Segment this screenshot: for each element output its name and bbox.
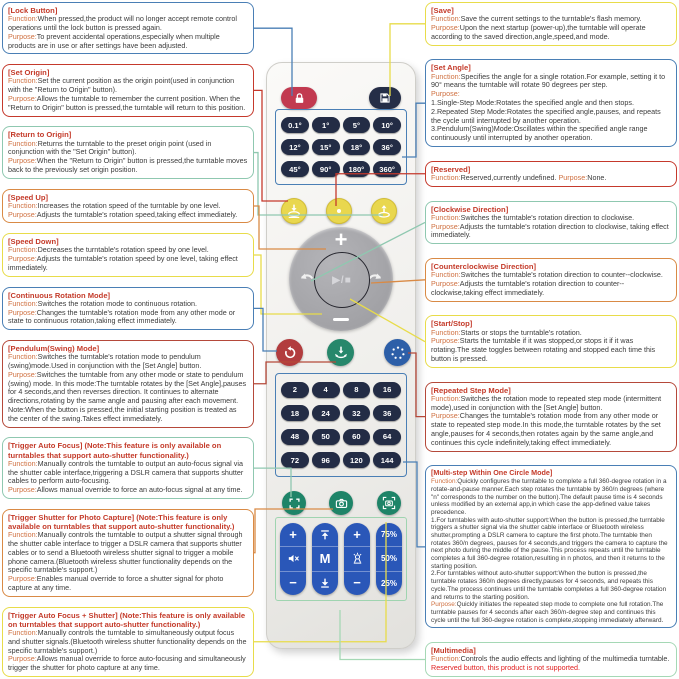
callout-title: [Lock Button] bbox=[8, 6, 58, 15]
set-origin-button[interactable] bbox=[281, 198, 307, 224]
angle-key-45deg[interactable]: 45° bbox=[281, 161, 309, 177]
callout-speed-down bbox=[2, 233, 254, 277]
key-row bbox=[279, 405, 403, 421]
origin-up-icon bbox=[375, 202, 393, 220]
callout-pendulum-swing-mode bbox=[2, 340, 254, 428]
multimedia-section bbox=[275, 517, 407, 601]
trigger-focus-shutter-button[interactable] bbox=[377, 491, 401, 515]
callout-trigger-shutter bbox=[2, 509, 254, 597]
right-callout-column bbox=[425, 2, 677, 677]
key-row bbox=[279, 452, 403, 468]
callout-text: Purpose:Quickly initiates the repeated step mode to complete one full rotation.The turntable pauses for 4 seconds after each 360/n-degree step and continues this cycle until the full 360-degree rotation is complete,stopping immediately afterward. bbox=[431, 601, 664, 624]
remote-control bbox=[266, 62, 416, 649]
lock-button[interactable] bbox=[281, 87, 317, 109]
callout-text: Reserved button, this product is not supported. bbox=[431, 663, 581, 673]
speed-down-button[interactable] bbox=[333, 318, 349, 322]
percent-control[interactable] bbox=[376, 523, 402, 595]
callout-text: Purpose:Adjusts the turntable's rotation direction to counter--clockwise,taking effect immediately. bbox=[431, 279, 625, 297]
callout-title: [Set Origin] bbox=[8, 68, 50, 78]
direction-pad bbox=[289, 227, 393, 331]
lamp-icon[interactable] bbox=[344, 546, 370, 570]
angle-key-1deg[interactable]: 1° bbox=[312, 117, 340, 133]
callout-text: Function:Specifies the angle for a single rotation.For example, setting it to 90° means the turntable will rotate 90 degrees per step. bbox=[431, 71, 666, 90]
callout-start-stop bbox=[425, 315, 677, 367]
callout-title: [Trigger Auto Focus] (Note:This feature is only available on turntables that support auto-shutter functionality.) bbox=[8, 441, 222, 460]
reserved-button[interactable] bbox=[326, 198, 352, 224]
to-bottom-icon[interactable] bbox=[312, 571, 338, 595]
step-key-36[interactable]: 36 bbox=[373, 405, 401, 421]
callout-text: Function:Manually controls the turntable to output an auto-focus signal via the shutter cable interface,triggering a DSLR camera that supports shutter cables to perform auto-focusing. bbox=[8, 458, 244, 486]
clockwise-arrow-button[interactable] bbox=[296, 269, 316, 289]
angle-key-0.1deg[interactable]: 0.1° bbox=[281, 117, 309, 133]
angle-key-12deg[interactable]: 12° bbox=[281, 139, 309, 155]
callout-text: 2.For turntables without auto-shutter support:When the button is pressed,the turntable rotates 360/n degrees directly,pauses for 4 seconds, and repeats this cycle.The process continues until the turntable completes a full 360-degree rotation and returns to the starting position. bbox=[431, 570, 667, 601]
callout-return-to-origin bbox=[2, 126, 254, 178]
callout-text: Function:Switches the rotation mode to continuous rotation. bbox=[8, 298, 197, 308]
callout-text: Purpose:Changes the turntable's rotation mode from any other mode or state to repeated step mode.In this mode,the turntable rotates by the set angle,pauses for 4 seconds,then rotates again by the same angle,and continues this cycle indefinitely,taking effect immediately. bbox=[431, 411, 661, 447]
callout-title: [Speed Up] bbox=[8, 192, 49, 202]
focus-frame-icon bbox=[287, 496, 302, 511]
volume-control[interactable] bbox=[280, 523, 306, 595]
return-to-origin-button[interactable] bbox=[371, 198, 397, 224]
lock-icon bbox=[292, 91, 307, 106]
multi-step-grid bbox=[275, 373, 407, 477]
callout-lock-button bbox=[2, 2, 254, 54]
angle-key-360deg[interactable]: 360° bbox=[373, 161, 401, 177]
dot-icon bbox=[330, 202, 348, 220]
callout-text: Note:When the button is pressed,the initial starting position is treated as the center of the swing.Takes effect immediately. bbox=[8, 404, 237, 423]
callout-multimedia bbox=[425, 642, 677, 677]
step-key-8[interactable]: 8 bbox=[343, 382, 371, 398]
callout-text: 1.Single-Step Mode:Rotates the specified angle and then stops. bbox=[431, 98, 634, 108]
trigger-shutter-button[interactable] bbox=[329, 491, 353, 515]
step-key-16[interactable]: 16 bbox=[373, 382, 401, 398]
callout-title: [Save] bbox=[431, 6, 454, 15]
callout-text: Purpose:Switches the turntable from any other mode or state to pendulum (swing) mode. In this mode:The turntable rotates by the [Set Angle],pauses for 4 seconds,and then reverses direction. It continues to alternate directions,rotating by the same angle and pausing after each movement. bbox=[8, 369, 247, 406]
callout-title: [Clockwise Direction] bbox=[431, 204, 509, 214]
callout-text: Purpose:Adjusts the turntable's rotation speed by one level, taking effect immediately. bbox=[8, 254, 238, 272]
callout-text: Function:Set the current position as the origin point(used in conjunction with the "Return to Origin" button). bbox=[8, 76, 235, 95]
speaker-mute-icon[interactable] bbox=[280, 546, 306, 570]
callout-text: Function:Quickly configures the turntable to complete a full 360-degree rotation in a rotate-and-pause manner.Each step rotates the turntable by 360/n degrees (where "n" corresponds to the number on the button).The default pause time is 4 seconds unless modified by an external app,in which case the app-defined value takes precedence. bbox=[431, 478, 667, 516]
callout-text: Purpose:Allows the turntable to remember the current position. When the "Return to Origin" button is pressed,the turntable will return to this position. bbox=[8, 94, 246, 112]
callout-title: [Trigger Shutter for Photo Capture] (Note:This feature is only available on turntables that support auto-shutter functionality.) bbox=[8, 512, 235, 531]
callout-text: Function:Reserved,currently undefined. Purpose:None. bbox=[431, 173, 607, 182]
callout-text: Purpose:Allows manual override to force auto-focusing and simultaneously trigger the shutter for photo capture at any time. bbox=[8, 654, 246, 673]
callout-text: Purpose:Upon the next startup (power-up),the turntable will operate according to the saved direction,angle,speed,and mode. bbox=[431, 23, 646, 41]
callout-text: Purpose:Changes the turntable's rotation mode from any other mode or state to continuous rotation,taking effect immediately. bbox=[8, 307, 236, 326]
callout-text: Purpose:When the "Return to Origin" button is pressed,the turntable moves back to the previously set origin position. bbox=[8, 156, 248, 174]
callout-title: [Pendulum(Swing) Mode] bbox=[8, 344, 100, 353]
callout-repeated-step-mode bbox=[425, 382, 677, 452]
light-control-label[interactable]: + bbox=[353, 526, 361, 542]
angle-key-90deg[interactable]: 90° bbox=[312, 161, 340, 177]
callout-text: Function:Increases the rotation speed of the turntable by one level. bbox=[8, 200, 221, 210]
callout-text: 1.For turntables with auto-shutter support:When the button is pressed,the turntable triggers a shutter signal via the shutter cable interface or Bluetooth wireless shutter,prompting a DSLR camera to capture the first photo.The turntable then rotates 360/n degrees, pauses for 4 seconds,and triggers the camera to capture the next photo during the middle of the pause.This process repeats until the turntable completes a full 360-degree rotation,resulting in n photos, and then it returns to the starting position. bbox=[431, 516, 668, 570]
key-row bbox=[279, 139, 403, 155]
loop-icon bbox=[281, 344, 299, 362]
light-control[interactable] bbox=[344, 523, 370, 595]
callout-set-origin bbox=[2, 64, 254, 116]
step-key-24[interactable]: 24 bbox=[312, 405, 340, 421]
callout-text: Function:Controls the audio effects and lighting of the multimedia turntable. bbox=[431, 654, 670, 664]
callout-text: 2.Repeated Step Mode:Rotates the specified angle,pauses, and repeats the cycle until interrupted by another operation. bbox=[431, 106, 661, 125]
callout-multi-step-mode bbox=[425, 465, 677, 628]
angle-key-18deg[interactable]: 18° bbox=[343, 139, 371, 155]
callout-title: [Multi-step Within One Circle Mode] bbox=[431, 468, 553, 478]
angle-key-15deg[interactable]: 15° bbox=[312, 139, 340, 155]
callout-continuous-rotation-mode bbox=[2, 287, 254, 331]
repeated-step-button[interactable] bbox=[384, 339, 411, 366]
light-control-label[interactable]: − bbox=[344, 571, 370, 595]
save-icon bbox=[378, 91, 392, 105]
callout-title: [Start/Stop] bbox=[431, 319, 473, 329]
step-key-120[interactable]: 120 bbox=[343, 452, 371, 468]
step-key-144[interactable]: 144 bbox=[373, 452, 401, 468]
callout-text: Function:Manually controls the turntable to output a shutter signal through the shutter cable interface to trigger a DSLR camera that supports shutter cables or to send a Bluetooth wireless shutter signal to trigger a mobile phone camera.(Bluetooth wireless shutter functionality depends on the specific turntable's support.) bbox=[8, 530, 243, 575]
trigger-auto-focus-button[interactable] bbox=[282, 491, 306, 515]
callout-text: Function:Switches the rotation mode to repeated step mode (intermittent mode),used in conjunction with the [Set Angle] button. bbox=[431, 393, 662, 412]
volume-control-label[interactable]: − bbox=[280, 571, 306, 595]
left-callout-column bbox=[2, 2, 254, 677]
callout-text: Purpose: bbox=[431, 89, 460, 99]
callout-text: Purpose:Enables manual override to force a shutter signal for photo capture at any time. bbox=[8, 574, 224, 592]
key-row bbox=[279, 117, 403, 133]
callout-title: [Set Angle] bbox=[431, 63, 471, 73]
to-top-icon[interactable] bbox=[312, 523, 338, 546]
callout-text: Function:Save the current settings to the turntable's flash memory. bbox=[431, 14, 642, 24]
key-row bbox=[279, 382, 403, 398]
angle-key-180deg[interactable]: 180° bbox=[343, 161, 371, 177]
step-key-60[interactable]: 60 bbox=[343, 429, 371, 445]
percent-control-label[interactable]: 50% bbox=[376, 546, 402, 570]
key-row bbox=[279, 161, 403, 177]
angle-key-36deg[interactable]: 36° bbox=[373, 139, 401, 155]
callout-speed-up bbox=[2, 189, 254, 224]
continuous-rotation-button[interactable] bbox=[276, 339, 303, 366]
callout-text: Function:Manually controls the turntable to simultaneously output focus and shutter signals.(Bluetooth wireless shutter functionality depends on the specific turntable's support.) bbox=[8, 628, 247, 655]
speed-up-button[interactable]: + bbox=[334, 227, 348, 252]
callout-text: Purpose:Adjusts the turntable's rotation direction to clockwise, taking effect immediately. bbox=[431, 221, 669, 240]
callout-title: [Multimedia] bbox=[431, 646, 476, 656]
callout-title: [Trigger Auto Focus + Shutter] (Note:This feature is only available on turntables that support auto-shutter functionality.) bbox=[8, 610, 246, 629]
track-control[interactable] bbox=[312, 523, 338, 595]
start-stop-button[interactable]: ▶/■ bbox=[314, 252, 370, 308]
callout-set-angle bbox=[425, 59, 677, 147]
step-key-2[interactable]: 2 bbox=[281, 382, 309, 398]
callout-text: Purpose:Adjusts the turntable's rotation speed,taking effect immediately. bbox=[8, 209, 238, 219]
step-key-32[interactable]: 32 bbox=[343, 405, 371, 421]
callout-text: Function:Returns the turntable to the preset origin point (used in conjunction with the "Set Origin" button). bbox=[8, 138, 212, 157]
callout-text: 3.Pendulum(Swing)Mode:Oscillates within the specified angle range continuously until interrupted by another operation. bbox=[431, 124, 648, 143]
step-key-4[interactable]: 4 bbox=[312, 382, 340, 398]
step-key-96[interactable]: 96 bbox=[312, 452, 340, 468]
callout-text: Function:Decreases the turntable's rotation speed by one level. bbox=[8, 245, 209, 255]
step-key-50[interactable]: 50 bbox=[312, 429, 340, 445]
callout-text: Function:When pressed,the product will no longer accept remote control operations until the lock button is pressed again. bbox=[8, 14, 237, 33]
percent-control-label[interactable]: 75% bbox=[380, 530, 397, 540]
callout-clockwise-direction bbox=[425, 201, 677, 245]
step-key-64[interactable]: 64 bbox=[373, 429, 401, 445]
percent-control-label[interactable]: 25% bbox=[376, 571, 402, 595]
origin-down-icon bbox=[285, 202, 303, 220]
callout-trigger-auto-focus-shutter bbox=[2, 607, 254, 677]
callout-title: [Continuous Rotation Mode] bbox=[8, 290, 111, 300]
callout-trigger-auto-focus bbox=[2, 437, 254, 499]
camera-icon bbox=[334, 496, 349, 511]
callout-text: Purpose:Starts the turntable if it was stopped,or stops it if it was rotating.The state toggles between rotating and stopped each time this button is pressed. bbox=[431, 336, 656, 364]
callout-title: [Repeated Step Mode] bbox=[431, 385, 511, 395]
callout-title: [Speed Down] bbox=[8, 237, 59, 247]
angle-key-10deg[interactable]: 10° bbox=[373, 117, 401, 133]
callout-text: Function:Switches the turntable's rotation direction to clockwise. bbox=[431, 212, 635, 222]
camera-frame-icon bbox=[381, 495, 397, 511]
callout-reserved bbox=[425, 161, 677, 187]
step-key-18[interactable]: 18 bbox=[281, 405, 309, 421]
track-control-label[interactable]: M bbox=[312, 546, 338, 570]
callout-save bbox=[425, 2, 677, 46]
key-row bbox=[279, 429, 403, 445]
set-angle-grid bbox=[275, 109, 407, 185]
pendulum-mode-button[interactable] bbox=[327, 339, 354, 366]
callout-text: Purpose:Allows manual override to force an auto-focus signal at any time. bbox=[8, 485, 243, 495]
angle-key-5deg[interactable]: 5° bbox=[343, 117, 371, 133]
callout-title: [Return to Origin] bbox=[8, 130, 72, 140]
pendulum-icon bbox=[332, 344, 350, 362]
callout-text: Function:Switches the turntable's rotation direction to counter--clockwise. bbox=[431, 270, 663, 280]
callout-title: [Counterclockwise Direction] bbox=[431, 262, 537, 272]
volume-control-label[interactable]: + bbox=[289, 526, 297, 542]
callout-title: [Reserved] bbox=[431, 164, 471, 174]
step-key-48[interactable]: 48 bbox=[281, 429, 309, 445]
save-button[interactable] bbox=[369, 87, 401, 109]
dotted-circle-icon bbox=[389, 344, 407, 362]
callout-counterclockwise-direction bbox=[425, 258, 677, 302]
callout-text: Function:Switches the turntable's rotation mode to pendulum (swing)mode.Used in conjunction with the [Set Angle] button. bbox=[8, 352, 202, 371]
callout-text: Purpose:To prevent accidental operations,especially when multiple products are in use or after settings have been adjusted. bbox=[8, 31, 220, 50]
callout-text: Function:Starts or stops the turntable's rotation. bbox=[431, 327, 582, 337]
step-key-72[interactable]: 72 bbox=[281, 452, 309, 468]
